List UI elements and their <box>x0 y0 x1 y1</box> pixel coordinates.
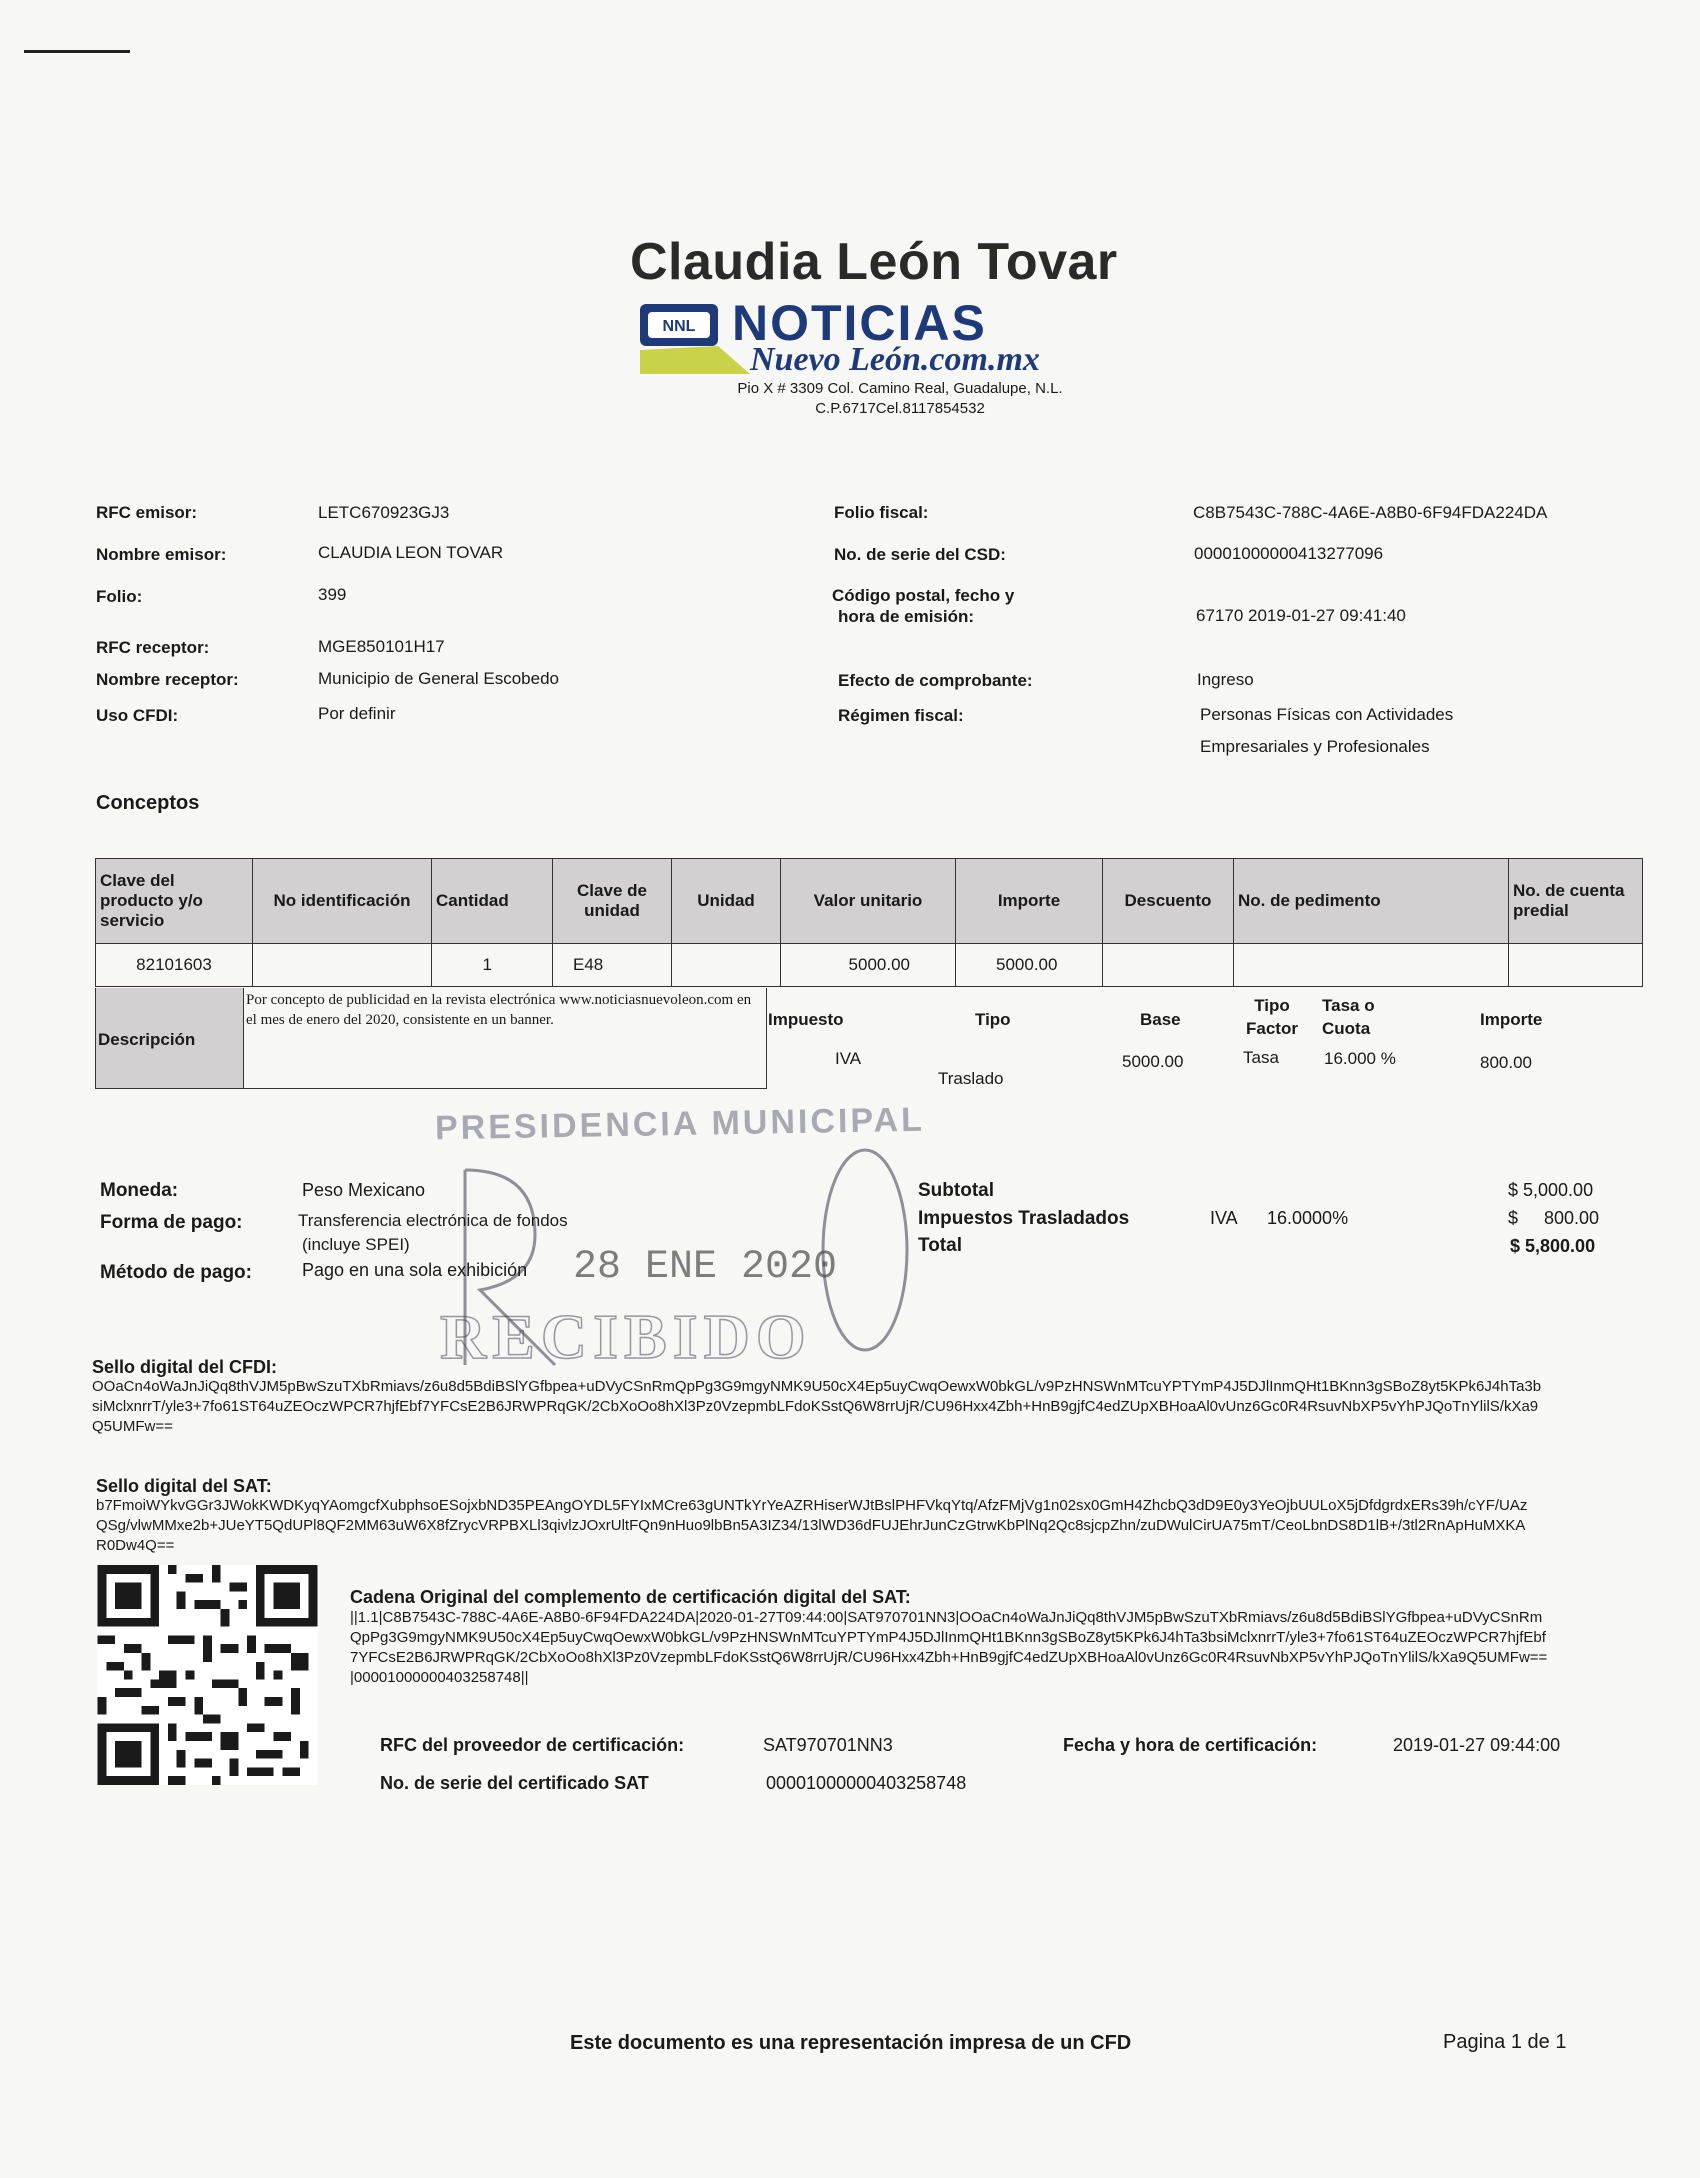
rfc-receptor-value: MGE850101H17 <box>318 637 445 656</box>
tax-cell-tipo-factor: Tasa <box>1243 1048 1279 1067</box>
efecto-label: Efecto de comprobante: <box>838 671 1033 690</box>
forma-pago-value-1: Transferencia electrónica de fondos <box>298 1211 568 1230</box>
subtotal-label: Subtotal <box>918 1180 994 1201</box>
cell-valor-unitario: 5000.00 <box>781 944 956 987</box>
tax-header-tasa-cuota: Tasa o Cuota <box>1322 996 1375 1038</box>
address-line-2: C.P.6717Cel.8117854532 <box>815 400 985 417</box>
moneda-value: Peso Mexicano <box>302 1180 426 1200</box>
fecha-certificacion-value: 2019-01-27 09:44:00 <box>1393 1735 1561 1755</box>
tax-header-base: Base <box>1140 1010 1181 1029</box>
description-text: Por concepto de publicidad en la revista electrónica www.noticiasnuevoleon.com en el mes de enero del 2020, consistente en un banner. <box>246 992 752 1028</box>
impuestos-tipo: IVA <box>1210 1208 1238 1228</box>
fecha-certificacion-label: Fecha y hora de certificación: <box>1063 1735 1318 1755</box>
cell-clave-producto: 82101603 <box>96 944 253 987</box>
table-row <box>96 944 1643 987</box>
qr-code-icon <box>95 1565 320 1785</box>
cadena-original-label: Cadena Original del complemento de certificación digital del SAT: <box>350 1587 911 1607</box>
nombre-receptor-value: Municipio de General Escobedo <box>318 669 559 688</box>
uso-cfdi-label: Uso CFDI: <box>96 706 179 725</box>
footer-note: Este documento es una representación impresa de un CFD <box>570 2032 1132 2054</box>
stamp-date-text: 28 ENE 2020 <box>573 1245 838 1290</box>
stamp-outline <box>440 1140 930 1370</box>
subtotal-value: $ 5,000.00 <box>1508 1180 1594 1200</box>
col-no-identificacion: No identificación <box>253 859 432 944</box>
nombre-emisor-label: Nombre emisor: <box>96 545 227 564</box>
tax-cell-importe: 800.00 <box>1480 1053 1532 1072</box>
noticias-logo <box>640 300 1180 375</box>
serie-csd-label: No. de serie del CSD: <box>834 545 1006 564</box>
cp-fecha-label-2: hora de emisión: <box>838 607 975 626</box>
cp-fecha-label-1: Código postal, fecho y <box>832 586 1015 605</box>
metodo-pago-label: Método de pago: <box>100 1262 252 1283</box>
regimen-label: Régimen fiscal: <box>838 706 964 725</box>
address-line-1: Pio X # 3309 Col. Camino Real, Guadalupe, N.L. <box>737 380 1063 397</box>
sello-sat-label: Sello digital del SAT: <box>96 1476 272 1496</box>
rfc-proveedor-label: RFC del proveedor de certificación: <box>380 1735 685 1755</box>
tax-header-importe: Importe <box>1480 1010 1543 1029</box>
cell-cuenta-predial <box>1509 944 1643 987</box>
folio-label: Folio: <box>96 587 143 606</box>
tax-cell-tipo: Traslado <box>938 1069 1004 1088</box>
col-cuenta-predial: No. de cuenta predial <box>1509 859 1643 944</box>
sello-cfdi-label: Sello digital del CFDI: <box>92 1357 278 1377</box>
tax-header-impuesto: Impuesto <box>768 1010 844 1029</box>
moneda-label: Moneda: <box>100 1180 179 1201</box>
folio-value: 399 <box>318 585 347 604</box>
tax-cell-impuesto: IVA <box>835 1049 862 1068</box>
regimen-value-1: Personas Físicas con Actividades <box>1200 705 1454 724</box>
tax-header-tipo-factor: Tipo Factor <box>1246 996 1298 1038</box>
col-clave-unidad: Clave de unidad <box>553 859 672 944</box>
nombre-receptor-label: Nombre receptor: <box>96 670 239 689</box>
tax-cell-tasa: 16.000 % <box>1324 1049 1396 1068</box>
uso-cfdi-value: Por definir <box>318 704 396 723</box>
cp-fecha-value: 67170 2019-01-27 09:41:40 <box>1196 606 1406 625</box>
rfc-receptor-label: RFC receptor: <box>96 638 210 657</box>
folio-fiscal-value: C8B7543C-788C-4A6E-A8B0-6F94FDA224DA <box>1193 503 1548 522</box>
logo-sub-text: Nuevo León.com.mx <box>750 341 1040 375</box>
stamp-received-text: RECIBIDO <box>440 1301 812 1372</box>
tax-header-tipo: Tipo <box>975 1010 1011 1029</box>
description-label: Descripción <box>96 988 244 1088</box>
metodo-pago-value: Pago en una sola exhibición <box>302 1260 528 1280</box>
description-box <box>95 988 767 1089</box>
impuestos-tasa: 16.0000% <box>1267 1208 1349 1228</box>
page-number: Pagina 1 de 1 <box>1443 2031 1567 2053</box>
regimen-value-2: Empresariales y Profesionales <box>1200 737 1430 756</box>
col-descuento: Descuento <box>1103 859 1234 944</box>
conceptos-table <box>95 858 1643 987</box>
forma-pago-value-2: (incluye SPEI) <box>302 1235 410 1254</box>
cell-descuento <box>1103 944 1234 987</box>
col-pedimento: No. de pedimento <box>1234 859 1509 944</box>
issuer-name-title: Claudia León Tovar <box>630 233 1118 291</box>
cell-clave-unidad: E48 <box>553 944 672 987</box>
logo-badge-text: NNL <box>662 318 696 335</box>
cell-importe: 5000.00 <box>956 944 1103 987</box>
col-cantidad: Cantidad <box>432 859 553 944</box>
tax-cell-base: 5000.00 <box>1122 1052 1184 1071</box>
impuestos-value: 800.00 <box>1544 1208 1600 1228</box>
serie-certificado-label: No. de serie del certificado SAT <box>380 1773 649 1793</box>
cell-unidad <box>672 944 781 987</box>
impuestos-label: Impuestos Trasladados <box>918 1208 1130 1229</box>
col-importe: Importe <box>956 859 1103 944</box>
efecto-value: Ingreso <box>1197 670 1254 689</box>
sello-sat-value: b7FmoiWYkvGGr3JWokKWDKyqYAomgcfXubphsoESojxbND35PEAngOYDL5FYIxMCre63gUNTkYrYeAZRHiserWJtBslPHFVkqYtq/AfzFMjVg1n02sx0GmH4ZhcbQ3dD9E0y3YeOjbUULoX5jDfdgrdxERs39h/cYF/UAzQSg/vlwMMxe2b+JUeYT5QdUPl8QF2MM63uW6X8fZrycVRPBXLl3qivlzJOxrUltFQn9nHuo9lbBn5A3IZ34/13lWD36dFUJEhrJunCzGtrwKbPlNq2Qc8sjcpZhn/zuDWulCirUA75mT/CeoLbnDS8D1lB+/3tl2RnApHuMXKAR0Dw4Q== <box>96 1497 1528 1554</box>
sello-cfdi-value: OOaCn4oWaJnJiQq8thVJM5pBwSzuTXbRmiavs/z6u8d5BdiBSlYGfbpea+uDVyCSnRmQpPg3G9mgyNMK9U50cX4Ep5uyCwqOewxW0bkGL/v9PzHNSWnMTcuYPTYmP4J5DJlInmQHt1BKnn3gSBoZ8yt5KPk6J4hTa3bsiMclxnrrT/yle3+7fo61ST64uZEOczWPCR7hjfEbf7YFCsE2B6JRWPRqGK/2CbXoOo8hXl3Pz0VzepmbLFdoKSstQ6W8rrUjR/CU96Hxx4Zbh+HnB9gjfC4edZUpXBHoaAl0vUnz6Gc0R4RsuvNbXP5vYhPJQoTnYlilS/kXa9Q5UMFw== <box>92 1378 1542 1435</box>
folio-fiscal-label: Folio fiscal: <box>834 503 929 522</box>
forma-pago-label: Forma de pago: <box>100 1212 243 1233</box>
rfc-emisor-label: RFC emisor: <box>96 503 198 522</box>
col-unidad: Unidad <box>672 859 781 944</box>
impuestos-currency: $ <box>1508 1208 1519 1228</box>
total-value: $ 5,800.00 <box>1510 1236 1596 1256</box>
conceptos-header-row <box>96 859 1643 944</box>
nombre-emisor-value: CLAUDIA LEON TOVAR <box>318 543 504 562</box>
rfc-emisor-value: LETC670923GJ3 <box>318 503 450 522</box>
scan-mark-line <box>24 50 130 53</box>
serie-certificado-value: 00001000000403258748 <box>766 1773 967 1793</box>
conceptos-title: Conceptos <box>96 792 200 814</box>
stamp-presidencia-text: PRESIDENCIA MUNICIPAL <box>434 1100 926 1148</box>
total-label: Total <box>918 1235 962 1256</box>
cell-no-identificacion <box>253 944 432 987</box>
cell-pedimento <box>1234 944 1509 987</box>
cell-cantidad: 1 <box>432 944 553 987</box>
logo-main-text: NOTICIAS <box>732 300 987 351</box>
col-valor-unitario: Valor unitario <box>781 859 956 944</box>
rfc-proveedor-value: SAT970701NN3 <box>763 1735 893 1755</box>
col-clave-producto: Clave del producto y/o servicio <box>96 859 253 944</box>
cadena-original-value: ||1.1|C8B7543C-788C-4A6E-A8B0-6F94FDA224DA|2020-01-27T09:44:00|SAT970701NN3|OOaCn4oWaJnJiQq8thVJM5pBwSzuTXbRmiavs/z6u8d5BdiBSlYGfbpea+uDVyCSnRmQpPg3G9mgyNMK9U50cX4Ep5uyCwqOewxW0bkGL/v9PzHNSWnMTcuYPTYmP4J5DJlInmQHt1BKnn3gSBoZ8yt5KPk6J4hTa3bsiMclxnrrT/yle3+7fo61ST64uZEOczWPCR7hjfEbf7YFCsE2B6JRWPRqGK/2CbXoOo8hXl3Pz0VzepmbLFdoKSstQ6W8rrUjR/CU96Hxx4Zbh+HnB9gjfC4edZUpXBHoaAl0vUnz6Gc0R4RsuvNbXP5vYhPJQoTnYlilS/kXa9Q5UMFw==|00001000000403258748|| <box>350 1609 1548 1686</box>
serie-csd-value: 00001000000413277096 <box>1194 544 1384 563</box>
